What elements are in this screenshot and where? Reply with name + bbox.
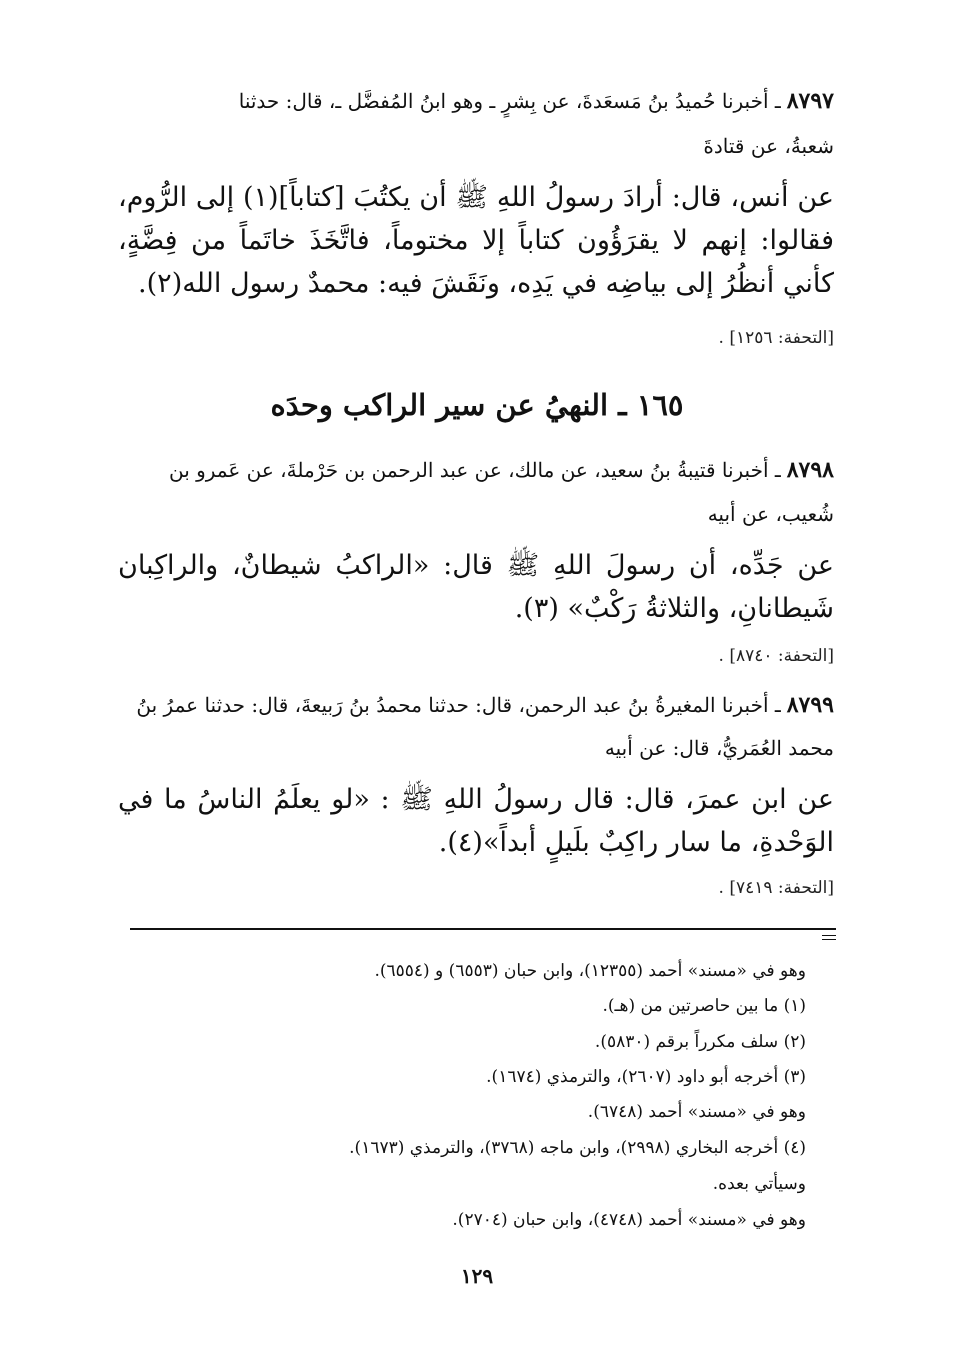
- hadith-8798-isnad: [118, 455, 834, 486]
- hadith-number: ٨٧٩٧: [786, 88, 834, 114]
- footnote-line: وسيأتي بعده.: [712, 1174, 806, 1194]
- hadith-8799-isnad: [118, 690, 834, 721]
- footnote-line: وهو في «مسند» أحمد (٦٧٤٨).: [587, 1102, 806, 1122]
- separator-mark: [822, 939, 836, 940]
- hadith-number: ٨٧٩٨: [786, 457, 834, 483]
- hadith-8797-isnad: [118, 86, 834, 117]
- footnote-line: وهو في «مسند» أحمد (٤٧٤٨)، وابن حبان (٢٧٠٤).: [452, 1210, 806, 1230]
- page-number: ١٢٩: [460, 1264, 494, 1288]
- footnote-line: (٣) أخرجه أبو داود (٢٦٠٧)، والترمذي (١٦٧٤).: [486, 1067, 806, 1087]
- hadith-8799-isnad-cont: محمد العُمَريُّ، قال: عن أبيه: [604, 736, 834, 760]
- isnad-line: ـ أخبرنا قتيبةُ بنُ سعيد، عن مالك، عن عبد الرحمن بن حَرْملةَ، عن عَمرو بن: [168, 458, 781, 482]
- footnote-line: وهو في «مسند» أحمد (١٢٣٥٥)، وابن حبان (٦٥٥٣) و (٦٥٥٤).: [374, 961, 806, 981]
- hadith-8798-isnad-cont: شُعيب، عن أبيه: [707, 502, 834, 526]
- hadith-8799-matn: عن ابن عمرَ، قال: قال رسولُ اللهِ ﷺ : «لو يعلَمُ الناسُ ما في الوَحْدةِ، ما سار راكِبٌ بلَيلٍ أبداً»(٤).: [118, 784, 834, 859]
- hadith-8798-matn: عن جَدِّه، أن رسولَ اللهِ ﷺ قال: «الراكبُ شيطانٌ، والراكِبان شَيطانانِ، والثلاثةُ رَكْبٌ» (٣).: [118, 550, 834, 625]
- tuhfa-reference: [التحفة: ٨٧٤٠] .: [718, 646, 834, 666]
- tuhfa-reference: [التحفة: ٧٤١٩] .: [718, 878, 834, 898]
- hadith-8797-isnad-cont: شعبةُ، عن قتادةَ: [703, 134, 834, 158]
- footnote-line: (١) ما بين حاصرتين من (هـ).: [602, 996, 806, 1016]
- footnote-line: (٤) أخرجه البخاري (٢٩٩٨)، وابن ماجه (٣٧٦٨)، والترمذي (١٦٧٣).: [349, 1138, 806, 1158]
- hadith-number: ٨٧٩٩: [786, 692, 834, 718]
- hadith-8797-matn: عن أنس، قال: أرادَ رسولُ اللهِ ﷺ أن يكتُبَ [كتاباً](١) إلى الرُّوم، فقالوا: إنهم لا يقرَؤُون كتاباً إلا مختوماً، فاتَّخَذَ خاتَماً من فِضَّةٍ، كأني أنظُرُ إلى بياضِه في يَدِه، ونَقَشَ فيه: محمدٌ رسول الله(٢).: [118, 182, 834, 300]
- footnote-separator: [130, 928, 836, 930]
- chapter-heading: ١٦٥ ـ النهيُ عن سير الراكب وحدَه: [270, 388, 684, 422]
- isnad-line: ـ أخبرنا حُميدُ بنُ مَسعَدةَ، عن بِشرٍ ـ وهو ابنُ المُفضَّل ـ، قال: حدثنا: [238, 89, 781, 113]
- footnote-line: (٢) سلف مكرراً برقم (٥٨٣٠).: [594, 1032, 806, 1052]
- tuhfa-reference: [التحفة: ١٢٥٦] .: [718, 328, 834, 348]
- isnad-line: ـ أخبرنا المغيرةُ بنُ عبد الرحمن، قال: حدثنا محمدُ بنُ رَبيعةَ، قال: حدثنا عمرُ بنُ: [136, 693, 781, 717]
- separator-mark: [822, 935, 836, 936]
